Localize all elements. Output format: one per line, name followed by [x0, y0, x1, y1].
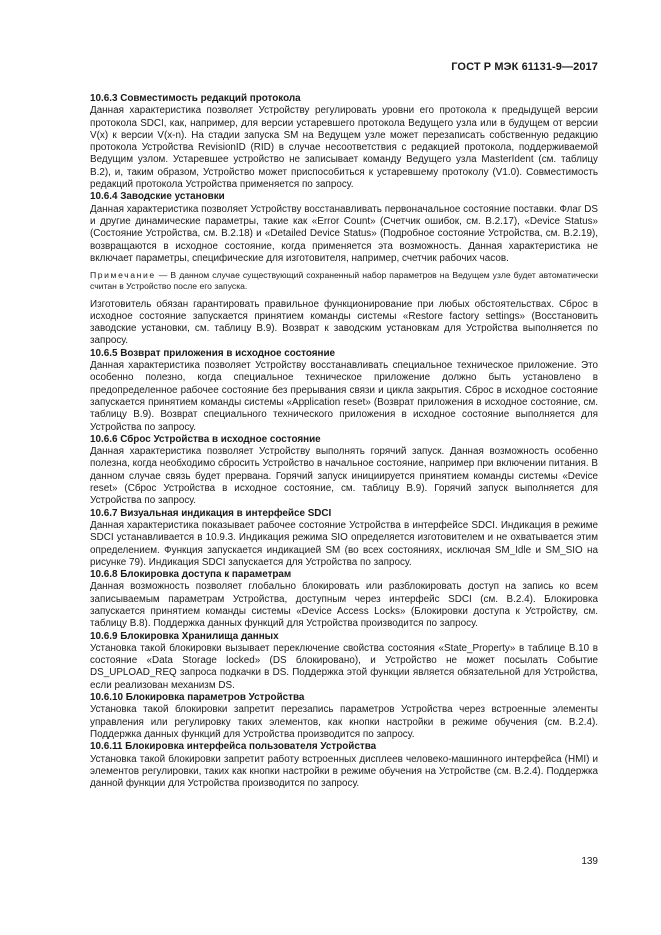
- standard-header: ГОСТ Р МЭК 61131-9—2017: [451, 61, 598, 73]
- page-number: 139: [581, 856, 598, 867]
- note: [90, 270, 598, 292]
- section-heading-10-6-3: 10.6.3 Совместимость редакций протокола: [90, 93, 301, 104]
- section-heading-10-6-6: 10.6.6 Сброс Устройства в исходное состояние: [90, 433, 321, 445]
- paragraph: Данная характеристика позволяет Устройству выполнять горячий запуск. Данная возможность особенно полезна, когда необходимо сбросить Устройство в начальное состояние, например при включении питания. В данном случае связь будет прервана. Горячий запуск инициируется принятием команды системы «Device reset» (Сброс Устройства в исходное состояние, см. таблицу B.9). Горячий запуск выполняется для Устройства по запросу.: [90, 446, 598, 507]
- section-heading-10-6-9: 10.6.9 Блокировка Хранилища данных: [90, 630, 279, 642]
- section-heading-10-6-7: 10.6.7 Визуальная индикация в интерфейсе SDCI: [90, 507, 332, 519]
- section-heading-10-6-4: 10.6.4 Заводские установки: [90, 191, 225, 203]
- paragraph: Данная характеристика позволяет Устройству восстанавливать первоначальное состояние поставки. Флаг DS и другие динамические параметры, такие как «Error Count» (Счетчик ошибок, см. B.2.17), «Device Status» (Состояние Устройства, см. B.2.18) и «Detailed Device Status» (Подробное состояние Устройства, см. B.2.19), возвращаются в исходное состояние, когда применяется эта возможность. Данная характеристика не включает параметры, специфические для изготовителя, например, счетчик рабочих часов.: [90, 203, 598, 264]
- paragraph: Данная характеристика показывает рабочее состояние Устройства в интерфейсе SDCI. Индикация в режиме SDCI устанавливается в 10.9.3. Индикация режима SIO определяется изготовителем и не охватывается этим определением. Функция запускается индикацией SM (во всех состояниях, исключая SM_Idle и SM_SIO на рисунке 79). Индикация SDCI запускается для Устройства по запросу.: [90, 519, 598, 568]
- paragraph: Изготовитель обязан гарантировать правильное функционирование при любых обстоятельствах. Сброс в исходное состояние запускается принятием команды системы «Restore factory settings» (Восстановить заводские установки, см. таблицу B.9). Возврат к заводским установкам для Устройства выполняется по запросу.: [90, 298, 598, 347]
- paragraph: Установка такой блокировки запретит работу встроенных дисплеев человеко-машинного интерфейса (HMI) и элементов регулировки, таких как кнопки настройки в режиме обучения на Устройстве (см. B.2.4). Поддержка данной функции для Устройства производится по запросу.: [90, 753, 598, 790]
- section-heading-10-6-5: 10.6.5 Возврат приложения в исходное состояние: [90, 347, 336, 359]
- note-dash: —: [155, 270, 171, 281]
- document-body: [90, 93, 598, 790]
- paragraph: Установка такой блокировки вызывает переключение свойства состояния «State_Property» в таблице B.10 в состояние «Data Storage locked» (DS блокировано), и Устройство не может посылать Событие DS_UPLOAD_REQ запроса подкачки в DS. Поддержка этой функции является обязательной для Устройства, если реализован механизм DS.: [90, 642, 598, 691]
- section-heading-10-6-11: 10.6.11 Блокировка интерфейса пользователя Устройства: [90, 741, 377, 753]
- paragraph: Данная характеристика позволяет Устройству регулировать уровни его протокола к предыдущей версии протокола SDCI, как, например, для версии устаревшего протокола Ведущего узла или в будущем от версии V(x) к версии V(x-n). На стадии запуска SM на Ведущем узле может перезаписать собственную редакцию протокола Устройства RevisionID (RID) в случае несоответствия с редакцией протокола, поддерживаемой Ведущим узлом. Устаревшее устройство не записывает команду Ведущего узла MasterIdent (см. таблицу B.2), и, таким образом, Устройство может приспособиться к устаревшему протоколу (V1.0). Совместимость редакций протокола Устройства применяется по запросу.: [90, 105, 598, 191]
- note-label: Примечание: [90, 270, 156, 281]
- section-heading-10-6-8: 10.6.8 Блокировка доступа к параметрам: [90, 569, 292, 581]
- paragraph: Установка такой блокировки запретит перезапись параметров Устройства через встроенные элементы управления или регулировку таких элементов, как кнопки настройки в режиме обучения (см. B.2.4). Поддержка данных функций для Устройства производится по запросу.: [90, 704, 598, 740]
- paragraph: Данная характеристика позволяет Устройству восстанавливать специальное техническое приложение. Это особенно полезно, когда специальное техническое приложение должно быть установлено в предопределенное рабочее состояние без прерывания связи и цикла закрытия. Сброс в исходное состояние запускается принятием команды системы «Application reset» (Возврат приложения в исходное состояние, см. таблицу B.9). Возврат специального технического приложения в исходное состояние выполняется для Устройства по запросу.: [90, 360, 598, 433]
- note-text: В данном случае существующий сохраненный набор параметров на Ведущем узле будет автоматически считан в Устройство после его запуска.: [90, 270, 598, 292]
- paragraph: Данная возможность позволяет глобально блокировать или разблокировать доступ на запись ко всем записываемым параметрам Устройства, доступным через интерфейс SDCI (см. B.2.4). Блокировка запускается принятием команды системы «Device Access Locks» (Блокировки доступа к Устройству, см. таблицу B.8). Поддержка данных функций для Устройства производится по запросу.: [90, 581, 598, 630]
- section-heading-10-6-10: 10.6.10 Блокировка параметров Устройства: [90, 692, 305, 704]
